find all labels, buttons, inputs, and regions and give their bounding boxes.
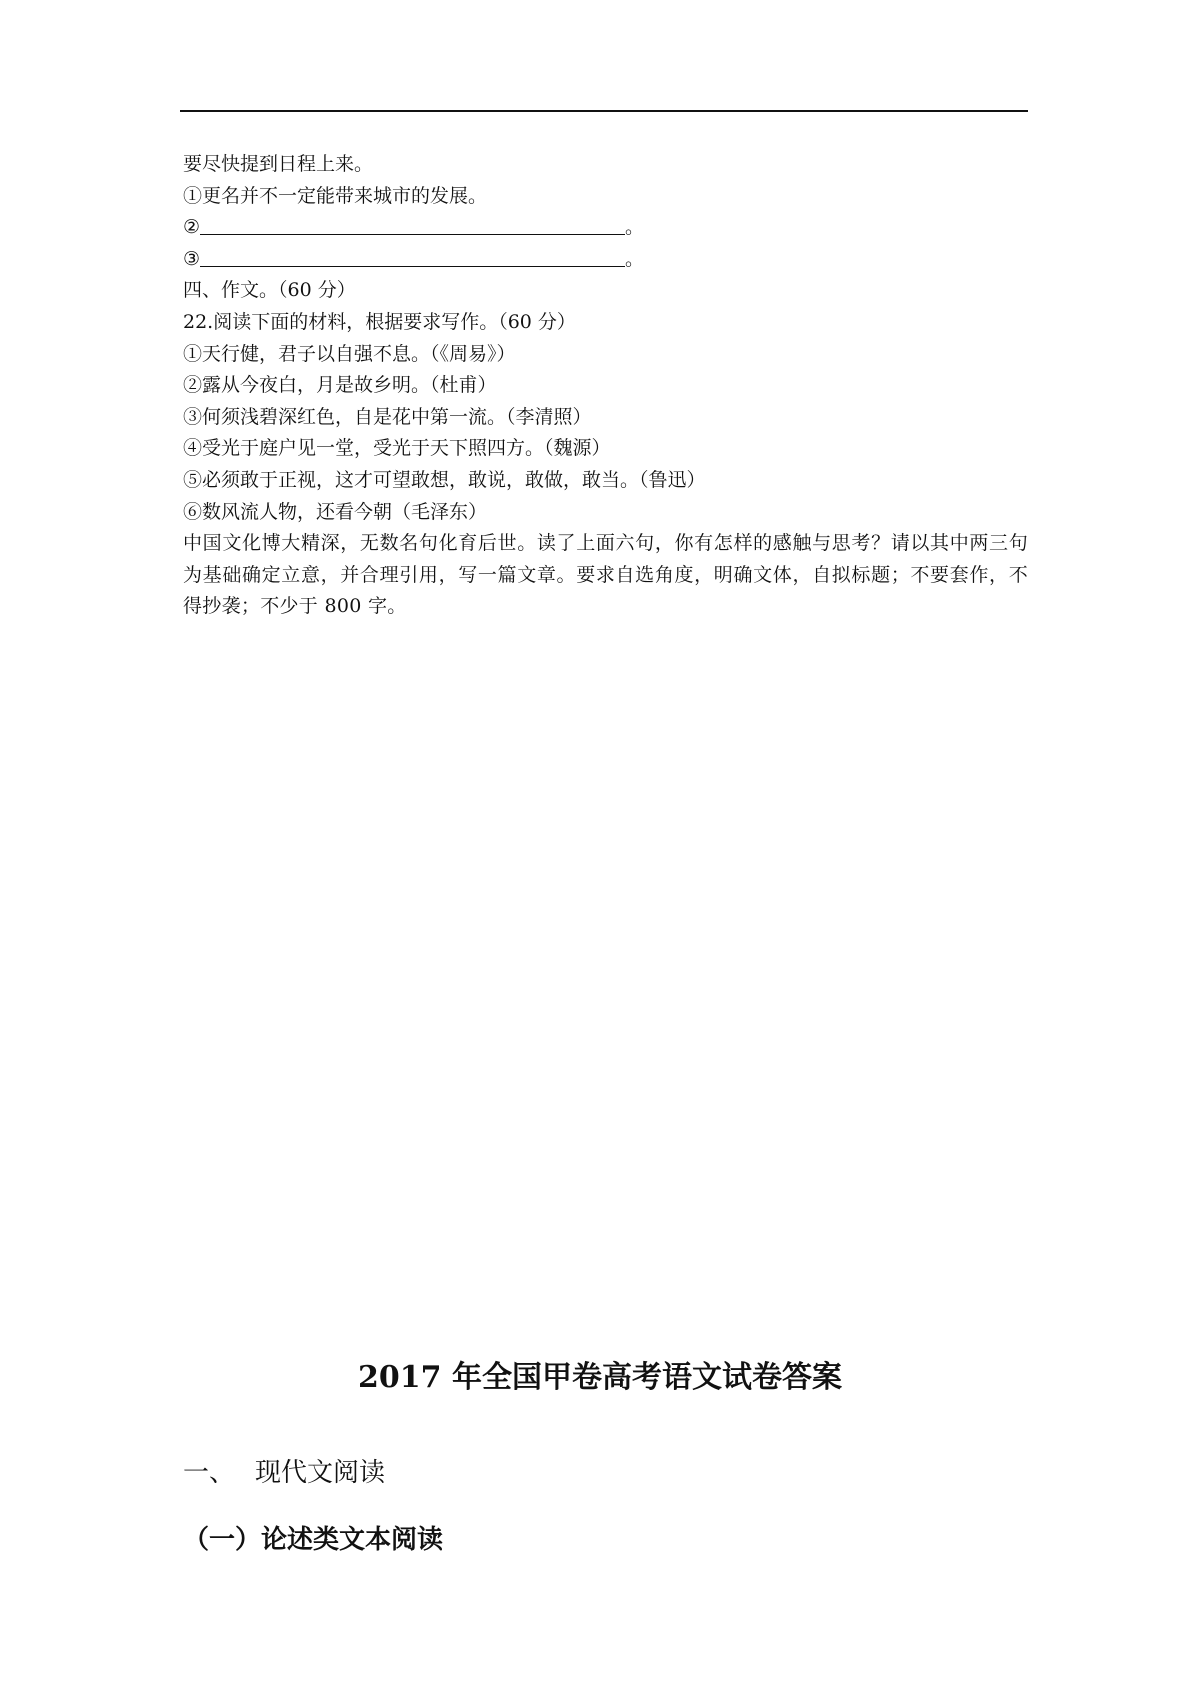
- quote-5: ⑤必须敢于正视，这才可望敢想，敢说，敢做，敢当。（鲁迅）: [183, 468, 706, 491]
- essay-instructions: 中国文化博大精深，无数名句化育后世。读了上面六句，你有怎样的感触与思考？请以其中两三句为基础确定立意，并合理引用，写一篇文章。要求自选角度，明确文体，自拟标题；不要套作，不得抄袭；不少于 800 字。: [183, 532, 1028, 618]
- answer-item-3: [183, 244, 1028, 276]
- question-22-prompt: 22.阅读下面的材料，根据要求写作。（60 分）: [183, 310, 576, 333]
- answer-item-2: [183, 212, 1028, 244]
- answer-blank-3: [200, 246, 625, 267]
- section-four-heading: 四、作文。（60 分）: [183, 279, 356, 302]
- quote-3: ③何须浅碧深红色，自是花中第一流。（李清照）: [183, 405, 592, 428]
- answer-blank-2: [200, 214, 625, 235]
- quote-6: ⑥数风流人物，还看今朝（毛泽东）: [183, 500, 488, 523]
- answer-title: 2017 年全国甲卷高考语文试卷答案: [358, 1360, 842, 1395]
- section-heading: [183, 1455, 385, 1491]
- quote-2: ②露从今夜白，月是故乡明。（杜甫）: [183, 374, 497, 397]
- page-body: [183, 149, 1028, 623]
- quote-1: ①天行健，君子以自强不息。（《周易》）: [183, 342, 516, 365]
- answer-item-3-number: ③: [183, 247, 201, 270]
- quote-4: ④受光于庭户见一堂，受光于天下照四方。（魏源）: [183, 437, 611, 460]
- subsection-heading: （一）论述类文本阅读: [183, 1525, 444, 1555]
- answer-item-3-period: 。: [625, 247, 645, 270]
- answer-item-2-period: 。: [625, 216, 645, 239]
- section-number: 一、: [183, 1458, 236, 1488]
- answer-item-2-number: ②: [183, 216, 201, 239]
- section-title: 现代文阅读: [255, 1458, 386, 1488]
- header-rule: [180, 110, 1028, 112]
- text-line-continuation: 要尽快提到日程上来。: [183, 153, 374, 175]
- answer-item-1: ①更名并不一定能带来城市的发展。: [183, 184, 488, 207]
